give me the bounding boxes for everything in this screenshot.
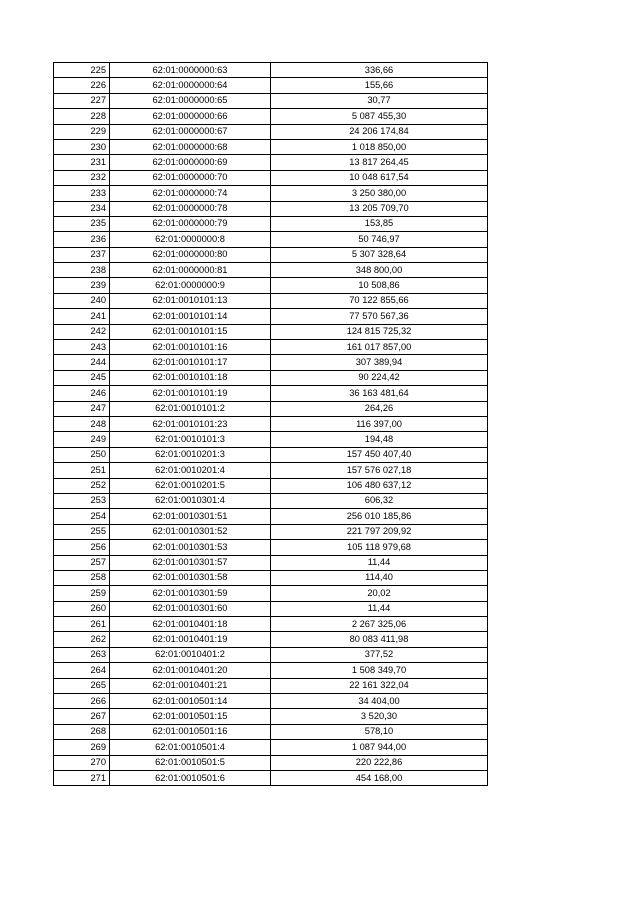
cadastral-value-cell: 578,10 [271,724,488,739]
cadastral-number-cell: 62:01:0010101:18 [110,370,271,385]
table-body [54,63,488,786]
table-row [54,232,488,247]
table-row [54,340,488,355]
row-number-cell: 248 [54,416,110,431]
cadastral-number-cell: 62:01:0010401:19 [110,632,271,647]
cadastral-number-cell: 62:01:0000000:64 [110,78,271,93]
cadastral-number-cell: 62:01:0010101:2 [110,401,271,416]
row-number-cell: 244 [54,355,110,370]
cadastral-value-cell: 348 800,00 [271,263,488,278]
table-row [54,555,488,570]
cadastral-number-cell: 62:01:0000000:79 [110,216,271,231]
cadastral-value-cell: 24 206 174,84 [271,124,488,139]
table-row [54,586,488,601]
cadastral-number-cell: 62:01:0000000:69 [110,155,271,170]
row-number-cell: 234 [54,201,110,216]
table-row [54,386,488,401]
cadastral-number-cell: 62:01:0010101:19 [110,386,271,401]
cadastral-value-cell: 106 480 637,12 [271,478,488,493]
row-number-cell: 262 [54,632,110,647]
table-row [54,293,488,308]
row-number-cell: 226 [54,78,110,93]
cadastral-value-cell: 155,66 [271,78,488,93]
table-row [54,740,488,755]
cadastral-value-cell: 3 250 380,00 [271,186,488,201]
table-row [54,309,488,324]
cadastral-number-cell: 62:01:0010501:4 [110,740,271,755]
cadastral-value-cell: 161 017 857,00 [271,340,488,355]
cadastral-value-cell: 153,85 [271,216,488,231]
cadastral-value-cell: 10 048 617,54 [271,170,488,185]
table-row [54,370,488,385]
table-row [54,278,488,293]
table-row [54,478,488,493]
cadastral-number-cell: 62:01:0010101:14 [110,309,271,324]
cadastral-value-cell: 34 404,00 [271,694,488,709]
table-row [54,694,488,709]
cadastral-value-cell: 307 389,94 [271,355,488,370]
table-row [54,755,488,770]
cadastral-value-cell: 20,02 [271,586,488,601]
table-row [54,247,488,262]
cadastral-value-cell: 1 508 349,70 [271,663,488,678]
cadastral-number-cell: 62:01:0010301:4 [110,493,271,508]
table-row [54,401,488,416]
cadastral-value-cell: 2 267 325,06 [271,617,488,632]
cadastral-number-cell: 62:01:0000000:9 [110,278,271,293]
row-number-cell: 270 [54,755,110,770]
row-number-cell: 252 [54,478,110,493]
table-row [54,109,488,124]
cadastral-number-cell: 62:01:0010101:16 [110,340,271,355]
row-number-cell: 268 [54,724,110,739]
row-number-cell: 263 [54,647,110,662]
cadastral-value-cell: 80 083 411,98 [271,632,488,647]
cadastral-number-cell: 62:01:0010101:15 [110,324,271,339]
cadastral-number-cell: 62:01:0010501:5 [110,755,271,770]
row-number-cell: 259 [54,586,110,601]
cadastral-value-cell: 336,66 [271,63,488,78]
cadastral-number-cell: 62:01:0010101:23 [110,416,271,431]
cadastral-number-cell: 62:01:0000000:8 [110,232,271,247]
table-row [54,647,488,662]
row-number-cell: 238 [54,263,110,278]
row-number-cell: 245 [54,370,110,385]
table-row [54,709,488,724]
table-row [54,263,488,278]
cadastral-value-cell: 50 746,97 [271,232,488,247]
cadastral-value-cell: 157 450 407,40 [271,447,488,462]
row-number-cell: 236 [54,232,110,247]
cadastral-value-cell: 70 122 855,66 [271,293,488,308]
table-row [54,601,488,616]
row-number-cell: 229 [54,124,110,139]
table-row [54,155,488,170]
cadastral-value-cell: 22 161 322,04 [271,678,488,693]
table-row [54,78,488,93]
cadastral-value-cell: 11,44 [271,601,488,616]
row-number-cell: 230 [54,139,110,154]
cadastral-value-cell: 3 520,30 [271,709,488,724]
cadastral-number-cell: 62:01:0000000:70 [110,170,271,185]
cadastral-value-cell: 220 222,86 [271,755,488,770]
table-row [54,493,488,508]
table-row [54,124,488,139]
row-number-cell: 235 [54,216,110,231]
cadastral-number-cell: 62:01:0010401:20 [110,663,271,678]
cadastral-value-cell: 256 010 185,86 [271,509,488,524]
row-number-cell: 240 [54,293,110,308]
cadastral-value-cell: 157 576 027,18 [271,463,488,478]
row-number-cell: 265 [54,678,110,693]
cadastral-number-cell: 62:01:0010401:2 [110,647,271,662]
cadastral-number-cell: 62:01:0010501:6 [110,770,271,785]
row-number-cell: 225 [54,63,110,78]
table-row [54,617,488,632]
cadastral-number-cell: 62:01:0010301:57 [110,555,271,570]
cadastral-number-cell: 62:01:0010301:52 [110,524,271,539]
cadastral-value-cell: 77 570 567,36 [271,309,488,324]
cadastral-number-cell: 62:01:0010301:58 [110,570,271,585]
cadastral-number-cell: 62:01:0000000:66 [110,109,271,124]
row-number-cell: 251 [54,463,110,478]
cadastral-number-cell: 62:01:0000000:78 [110,201,271,216]
row-number-cell: 250 [54,447,110,462]
row-number-cell: 239 [54,278,110,293]
cadastral-value-cell: 5 307 328,64 [271,247,488,262]
row-number-cell: 246 [54,386,110,401]
cadastral-value-cell: 10 508,86 [271,278,488,293]
cadastral-value-cell: 5 087 455,30 [271,109,488,124]
row-number-cell: 261 [54,617,110,632]
cadastral-number-cell: 62:01:0010101:13 [110,293,271,308]
cadastral-number-cell: 62:01:0010301:53 [110,540,271,555]
table-row [54,170,488,185]
table-row [54,463,488,478]
row-number-cell: 243 [54,340,110,355]
table-row [54,632,488,647]
table-row [54,509,488,524]
cadastral-number-cell: 62:01:0010301:51 [110,509,271,524]
cadastral-value-cell: 1 018 850,00 [271,139,488,154]
cadastral-number-cell: 62:01:0010401:21 [110,678,271,693]
row-number-cell: 264 [54,663,110,678]
row-number-cell: 241 [54,309,110,324]
row-number-cell: 247 [54,401,110,416]
table-row [54,770,488,785]
cadastral-number-cell: 62:01:0010101:17 [110,355,271,370]
cadastral-value-cell: 36 163 481,64 [271,386,488,401]
cadastral-value-cell: 194,48 [271,432,488,447]
cadastral-number-cell: 62:01:0010201:5 [110,478,271,493]
row-number-cell: 254 [54,509,110,524]
row-number-cell: 227 [54,93,110,108]
row-number-cell: 256 [54,540,110,555]
row-number-cell: 249 [54,432,110,447]
cadastral-value-cell: 454 168,00 [271,770,488,785]
table-row [54,216,488,231]
row-number-cell: 271 [54,770,110,785]
cadastral-number-cell: 62:01:0010201:4 [110,463,271,478]
row-number-cell: 269 [54,740,110,755]
cadastre-value-table [53,62,488,786]
cadastral-value-cell: 105 118 979,68 [271,540,488,555]
cadastral-number-cell: 62:01:0010501:14 [110,694,271,709]
cadastral-value-cell: 13 205 709,70 [271,201,488,216]
cadastral-value-cell: 221 797 209,92 [271,524,488,539]
row-number-cell: 267 [54,709,110,724]
cadastral-number-cell: 62:01:0010301:59 [110,586,271,601]
cadastral-value-cell: 377,52 [271,647,488,662]
row-number-cell: 257 [54,555,110,570]
row-number-cell: 237 [54,247,110,262]
table-row [54,186,488,201]
table-row [54,663,488,678]
row-number-cell: 232 [54,170,110,185]
row-number-cell: 266 [54,694,110,709]
cadastral-number-cell: 62:01:0010201:3 [110,447,271,462]
table-row [54,570,488,585]
cadastral-value-cell: 606,32 [271,493,488,508]
row-number-cell: 228 [54,109,110,124]
table-row [54,201,488,216]
table-row [54,93,488,108]
cadastral-number-cell: 62:01:0000000:81 [110,263,271,278]
row-number-cell: 253 [54,493,110,508]
table-row [54,524,488,539]
row-number-cell: 255 [54,524,110,539]
cadastral-number-cell: 62:01:0000000:67 [110,124,271,139]
cadastral-value-cell: 90 224,42 [271,370,488,385]
cadastral-number-cell: 62:01:0000000:63 [110,63,271,78]
cadastral-number-cell: 62:01:0010501:15 [110,709,271,724]
row-number-cell: 242 [54,324,110,339]
table-row [54,355,488,370]
table-row [54,416,488,431]
cadastral-number-cell: 62:01:0010101:3 [110,432,271,447]
cadastral-number-cell: 62:01:0000000:74 [110,186,271,201]
cadastral-number-cell: 62:01:0010401:18 [110,617,271,632]
table-row [54,540,488,555]
table-row [54,432,488,447]
table-row [54,724,488,739]
table-row [54,324,488,339]
cadastral-value-cell: 264,26 [271,401,488,416]
table-row [54,678,488,693]
table-row [54,63,488,78]
row-number-cell: 260 [54,601,110,616]
table-row [54,139,488,154]
cadastral-value-cell: 30,77 [271,93,488,108]
cadastral-number-cell: 62:01:0000000:65 [110,93,271,108]
table-row [54,447,488,462]
cadastral-value-cell: 11,44 [271,555,488,570]
cadastral-value-cell: 116 397,00 [271,416,488,431]
cadastral-number-cell: 62:01:0010501:16 [110,724,271,739]
row-number-cell: 231 [54,155,110,170]
cadastral-number-cell: 62:01:0000000:68 [110,139,271,154]
row-number-cell: 258 [54,570,110,585]
cadastral-number-cell: 62:01:0010301:60 [110,601,271,616]
cadastral-value-cell: 13 817 264,45 [271,155,488,170]
cadastral-number-cell: 62:01:0000000:80 [110,247,271,262]
cadastral-value-cell: 1 087 944,00 [271,740,488,755]
cadastral-value-cell: 114,40 [271,570,488,585]
cadastral-value-cell: 124 815 725,32 [271,324,488,339]
row-number-cell: 233 [54,186,110,201]
